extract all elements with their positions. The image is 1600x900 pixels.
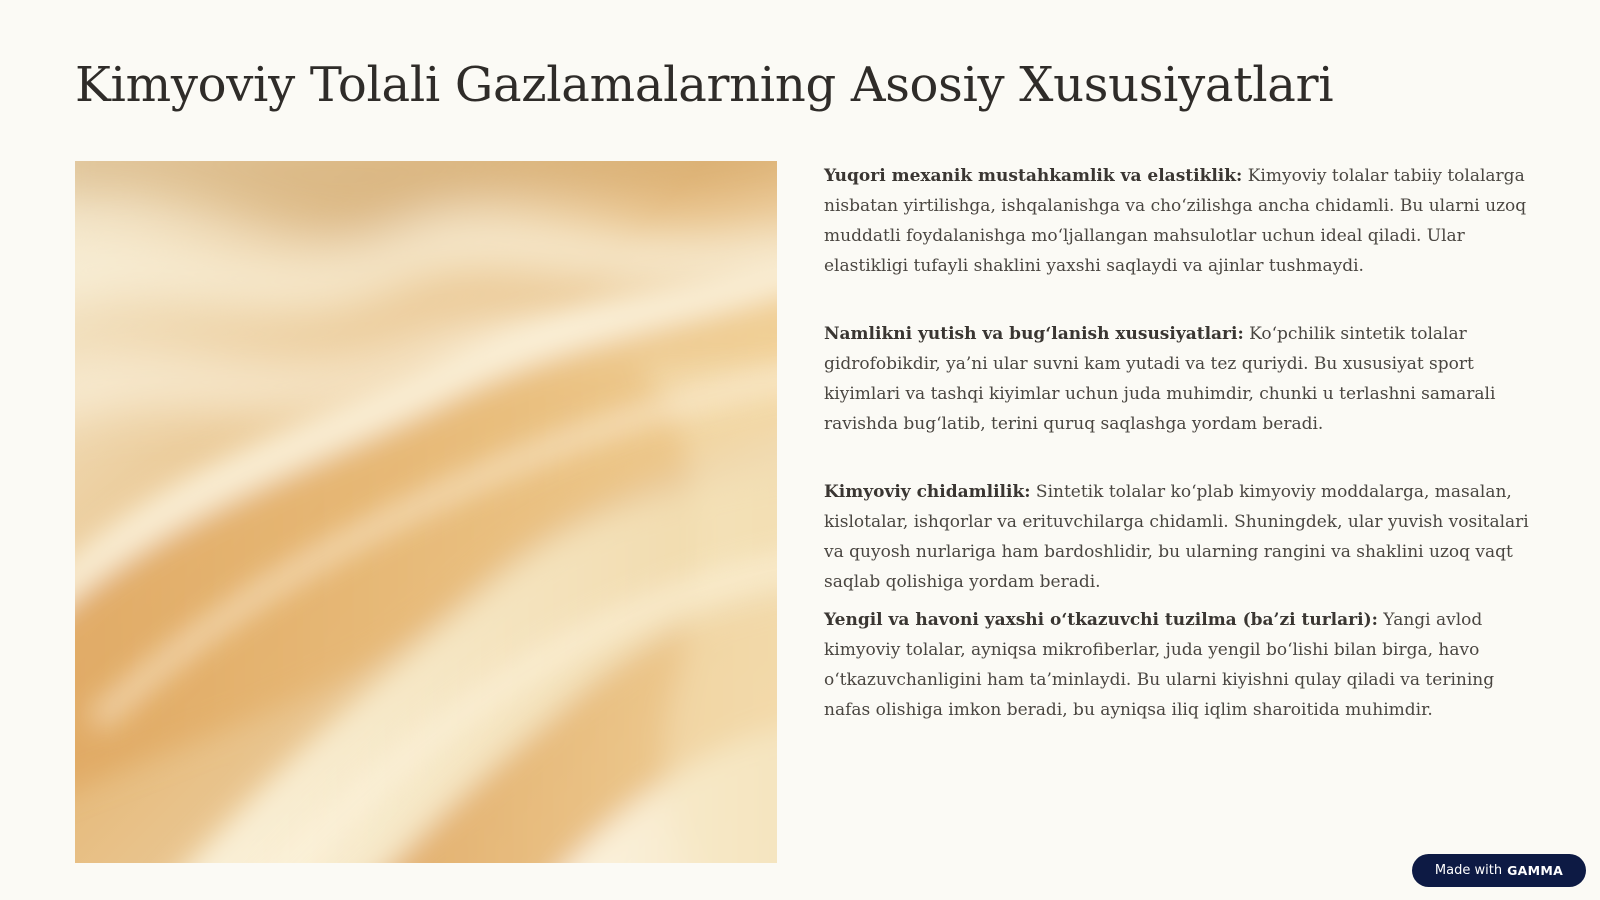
feature-heading: Yuqori mexanik mustahkamlik va elastiklik:	[824, 166, 1243, 186]
feature-heading: Namlikni yutish va bug‘lanish xususiyatlari:	[824, 324, 1244, 344]
feature-heading: Kimyoviy chidamlilik:	[824, 482, 1031, 502]
feature-paragraph	[824, 477, 1530, 597]
feature-paragraph	[824, 605, 1530, 725]
made-with-gamma-badge[interactable]	[1412, 854, 1586, 887]
feature-text: Kimyoviy tolalar tabiiy tolalarga nisbatan yirtilishga, ishqalanishga va cho‘zilishga ancha chidamli. Bu ularni uzoq muddatli foydalanishga mo‘ljallangan mahsulotlar uchun ideal qiladi. Ular elastikligi tufayli shaklini yaxshi saqlaydi va ajinlar tushmaydi.	[824, 166, 1527, 276]
slide-title: Kimyoviy Tolali Gazlamalarning Asosiy Xususiyatlari	[75, 57, 1334, 113]
feature-text: Yangi avlod kimyoviy tolalar, ayniqsa mikrofiberlar, juda yengil bo‘lishi bilan birga, havo o‘tkazuvchanligini ham ta’minlaydi. Bu ularni kiyishni qulay qiladi va terining nafas olishiga imkon beradi, bu ayniqsa iliq iqlim sharoitida muhimdir.	[824, 610, 1495, 720]
badge-prefix: Made with	[1434, 863, 1503, 878]
feature-list	[824, 161, 1530, 725]
silk-fabric-illustration	[75, 161, 777, 863]
silk-fabric-image	[75, 161, 777, 863]
feature-heading: Yengil va havoni yaxshi o‘tkazuvchi tuzilma (ba’zi turlari):	[824, 610, 1378, 630]
feature-text: Ko‘pchilik sintetik tolalar gidrofobikdir, ya’ni ular suvni kam yutadi va tez quriydi. Bu xususiyat sport kiyimlari va tashqi kiyimlar uchun juda muhimdir, chunki u terlashni samarali ravishda bug‘latib, terini quruq saqlashga yordam beradi.	[824, 324, 1496, 434]
feature-paragraph	[824, 319, 1530, 439]
gamma-logo: GAMMA	[1507, 863, 1564, 878]
feature-text: Sintetik tolalar ko‘plab kimyoviy moddalarga, masalan, kislotalar, ishqorlar va erituvchilarga chidamli. Shuningdek, ular yuvish vositalari va quyosh nurlariga ham bardoshlidir, bu ularning rangini va shaklini uzoq vaqt saqlab qolishiga yordam beradi.	[824, 482, 1529, 592]
feature-paragraph	[824, 161, 1530, 281]
